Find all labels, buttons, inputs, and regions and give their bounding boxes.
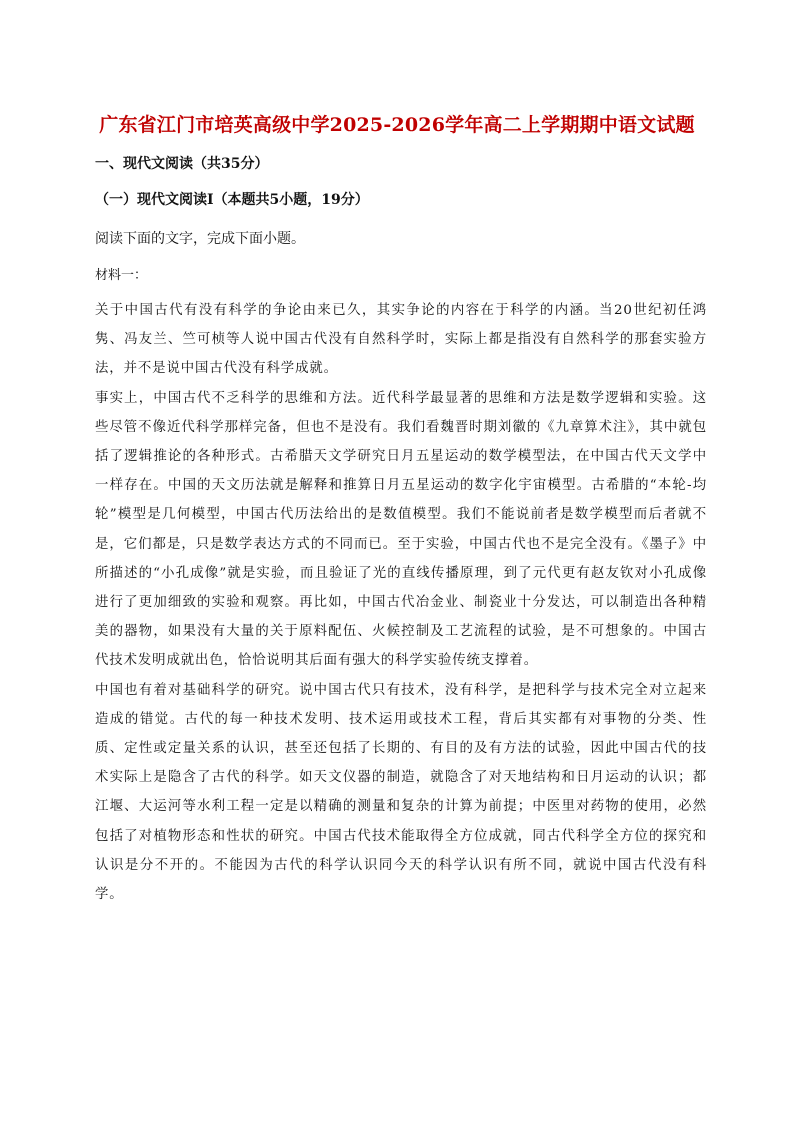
reading-instruction: 阅读下面的文字，完成下面小题。 (95, 231, 305, 247)
subsection-heading: （一）现代文阅读I（本题共5小题，19分） (95, 192, 369, 208)
paragraph-1: 关于中国古代有没有科学的争论由来已久，其实争论的内容在于科学的内涵。当20世纪初任鸿隽、冯友兰、竺可桢等人说中国古代没有自然科学时，实际上都是指没有自然科学的那套实验方法，并不是说中国古代没有科学成就。 (95, 303, 707, 377)
paragraph-2: 事实上，中国古代不乏科学的思维和方法。近代科学最显著的思维和方法是数学逻辑和实验。这些尽管不像近代科学那样完备，但也不是没有。我们看魏晋时期刘徽的《九章算术注》，其中就包括了逻辑推论的各种形式。古希腊天文学研究日月五星运动的数学模型法，在中国古代天文学中一样存在。中国的天文历法就是解释和推算日月五星运动的数字化宇宙模型。古希腊的“本轮-均轮”模型是几何模型，中国古代历法给出的是数值模型。我们不能说前者是数学模型而后者就不是，它们都是，只是数学表达方式的不同而已。至于实验，中国古代也不是完全没有。《墨子》中所描述的“小孔成像”就是实验，而且验证了光的直线传播原理，到了元代更有赵友钦对小孔成像进行了更加细致的实验和观察。再比如，中国古代冶金业、制瓷业十分发达，可以制造出各种精美的器物，如果没有大量的关于原料配伍、火候控制及工艺流程的试验，是不可想象的。中国古代技术发明成就出色，恰恰说明其后面有强大的科学实验传统支撑着。 (95, 390, 707, 669)
document-title: 广东省江门市培英高级中学2025-2026学年高二上学期期中语文试题 (99, 114, 695, 136)
material-label: 材料一： (95, 268, 148, 283)
passage-body (95, 296, 707, 909)
paragraph-3: 中国也有着对基础科学的研究。说中国古代只有技术，没有科学，是把科学与技术完全对立起来造成的错觉。古代的每一种技术发明、技术运用或技术工程，背后其实都有对事物的分类、性质、定性或定量关系的认识，甚至还包括了长期的、有目的及有方法的试验，因此中国古代的技术实际上是隐含了古代的科学。如天文仪器的制造，就隐含了对天地结构和日月运动的认识；都江堰、大运河等水利工程一定是以精确的测量和复杂的计算为前提；中医里对药物的使用，必然包括了对植物形态和性状的研究。中国古代技术能取得全方位成就，同古代科学全方位的探究和认识是分不开的。不能因为古代的科学认识同今天的科学认识有所不同，就说中国古代没有科学。 (95, 682, 707, 903)
section-heading: 一、现代文阅读（共35分） (95, 156, 269, 172)
